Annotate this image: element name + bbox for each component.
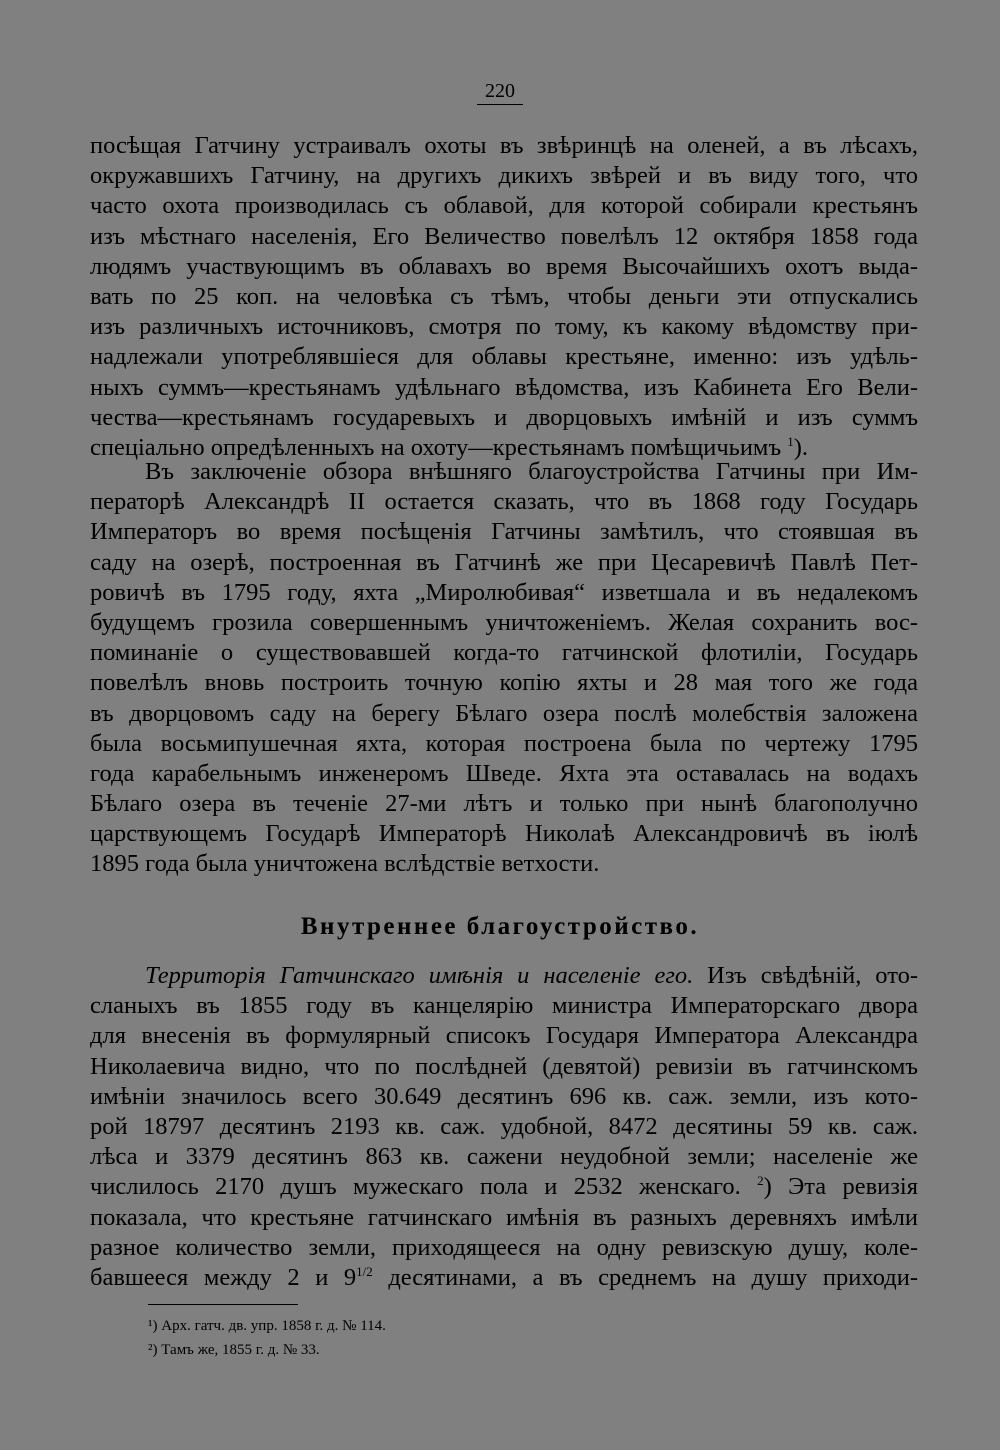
text-line: ныхъ суммъ—крестьянамъ удѣльнаго вѣдомства, изъ Кабинета Его Вели- xyxy=(90,373,918,401)
text-line: Территорія Гатчинскаго имѣнія и населеніе его. Изъ свѣдѣній, ото- xyxy=(145,962,918,989)
text-line: въ дворцовомъ саду на берегу Бѣлаго озера послѣ молебствія заложена xyxy=(90,699,918,727)
text-line: сланыхъ въ 1855 году въ канцелярію министра Императорскаго двора xyxy=(90,992,918,1020)
text-line: имѣніи значилось всего 30.649 десятинъ 696 кв. саж. земли, изъ кото- xyxy=(90,1082,918,1110)
italic-subheading: Территорія Гатчинскаго имѣнія и населеніе его. xyxy=(145,962,694,989)
paragraph-territory xyxy=(90,961,918,1293)
paragraph-yacht xyxy=(90,457,918,880)
text-line: была восьмипушечная яхта, которая построена была по чертежу 1795 xyxy=(90,729,918,757)
text-line: ровичѣ въ 1795 году, яхта „Миролюбивая“ изветшала и въ недалекомъ xyxy=(90,578,918,606)
text-line: Николаевича видно, что по послѣдней (девятой) ревизіи въ гатчинскомъ xyxy=(90,1052,918,1080)
page-number: 220 xyxy=(0,80,1000,103)
text-line: повелѣлъ вновь построить точную копію яхты и 28 мая того же года xyxy=(90,669,918,697)
footnote-1: ¹) Арх. гатч. дв. упр. 1858 г. д. № 114. xyxy=(148,1318,386,1334)
text-line: саду на озерѣ, построенная въ Гатчинѣ же при Цесаревичѣ Павлѣ Пет- xyxy=(90,548,918,576)
text-line: посѣщая Гатчину устраивалъ охоты въ звѣринцѣ на оленей, а въ лѣсахъ, xyxy=(90,132,918,159)
text-line: надлежали употреблявшіеся для облавы крестьяне, именно: изъ удѣль- xyxy=(90,343,918,371)
text-line: года карабельнымъ инженеромъ Шведе. Яхта эта оставалась на водахъ xyxy=(90,759,918,787)
text-line: числилось 2170 душъ мужескаго пола и 2532 женскаго. $^2$) Эта ревизія xyxy=(90,1173,919,1201)
paragraph-hunting xyxy=(90,131,918,463)
text-line: 1895 года была уничтожена вслѣдствіе ветхости. xyxy=(90,850,600,878)
text-line: Бѣлаго озера въ теченіе 27-ми лѣтъ и только при нынѣ благополучно xyxy=(90,790,918,818)
text-line: бавшееся между 2 и $9^{1/2}$ десятинами, а въ среднемъ на душу приходи- xyxy=(90,1263,918,1291)
text-line: чества—крестьянамъ государевыхъ и дворцовыхъ имѣній и изъ суммъ xyxy=(90,403,918,431)
text-line: изъ различныхъ источниковъ, смотря по тому, къ какому вѣдомству при- xyxy=(90,313,918,341)
text-line: показала, что крестьяне гатчинскаго имѣнія въ разныхъ деревняхъ имѣли xyxy=(90,1203,918,1231)
text-line: царствующемъ Государѣ Императорѣ Николаѣ Александровичѣ въ іюлѣ xyxy=(90,820,918,848)
footnote-ref-1: 1 xyxy=(787,433,794,449)
text-line: рой 18797 десятинъ 2193 кв. саж. удобной, 8472 десятины 59 кв. саж. xyxy=(90,1112,918,1140)
footnote-2: ²) Тамъ же, 1855 г. д. № 33. xyxy=(148,1342,320,1358)
text-line: ператорѣ Александрѣ II остается сказать, что въ 1868 году Государь xyxy=(90,488,918,516)
text-line: изъ мѣстнаго населенія, Его Величество повелѣлъ 12 октября 1858 года xyxy=(90,222,918,250)
text-line: Императоръ во время посѣщенія Гатчины замѣтилъ, что стоявшая въ xyxy=(90,518,918,546)
text-line: окружавшихъ Гатчину, на другихъ дикихъ звѣрей и въ виду того, что xyxy=(90,162,918,190)
text-line: людямъ участвующимъ въ облавахъ во время Высочайшихъ охотъ выда- xyxy=(90,252,918,280)
section-heading: Внутреннее благоустройство. xyxy=(300,913,700,940)
text-line: лѣса и 3379 десятинъ 863 кв. сажени неудобной земли; населеніе же xyxy=(90,1143,918,1171)
text-line: часто охота производилась съ облавой, для которой собирали крестьянъ xyxy=(90,192,918,220)
footnote-ref-2: 2 xyxy=(757,1173,764,1189)
text-line: поминаніе о существовавшей когда-то гатчинской флотиліи, Государь xyxy=(90,639,918,667)
text-line: спеціально опредѣленныхъ на охоту—крестьянамъ помѣщичьимъ $^1$). xyxy=(90,433,809,461)
footnote-divider xyxy=(148,1304,298,1305)
footnotes xyxy=(148,1314,386,1362)
text-line: будущемъ грозила совершеннымъ уничтоженіемъ. Желая сохранить вос- xyxy=(90,608,918,636)
text-line: разное количество земли, приходящееся на одну ревизскую душу, коле- xyxy=(90,1233,918,1261)
fraction: 1/2 xyxy=(356,1263,373,1279)
text-line: для внесенія въ формулярный списокъ Государя Императора Александра xyxy=(90,1022,918,1050)
text-line: вать по 25 коп. на человѣка съ тѣмъ, чтобы деньги эти отпускались xyxy=(90,282,918,310)
text-line: Въ заключеніе обзора внѣшняго благоустройства Гатчины при Им- xyxy=(145,458,918,485)
